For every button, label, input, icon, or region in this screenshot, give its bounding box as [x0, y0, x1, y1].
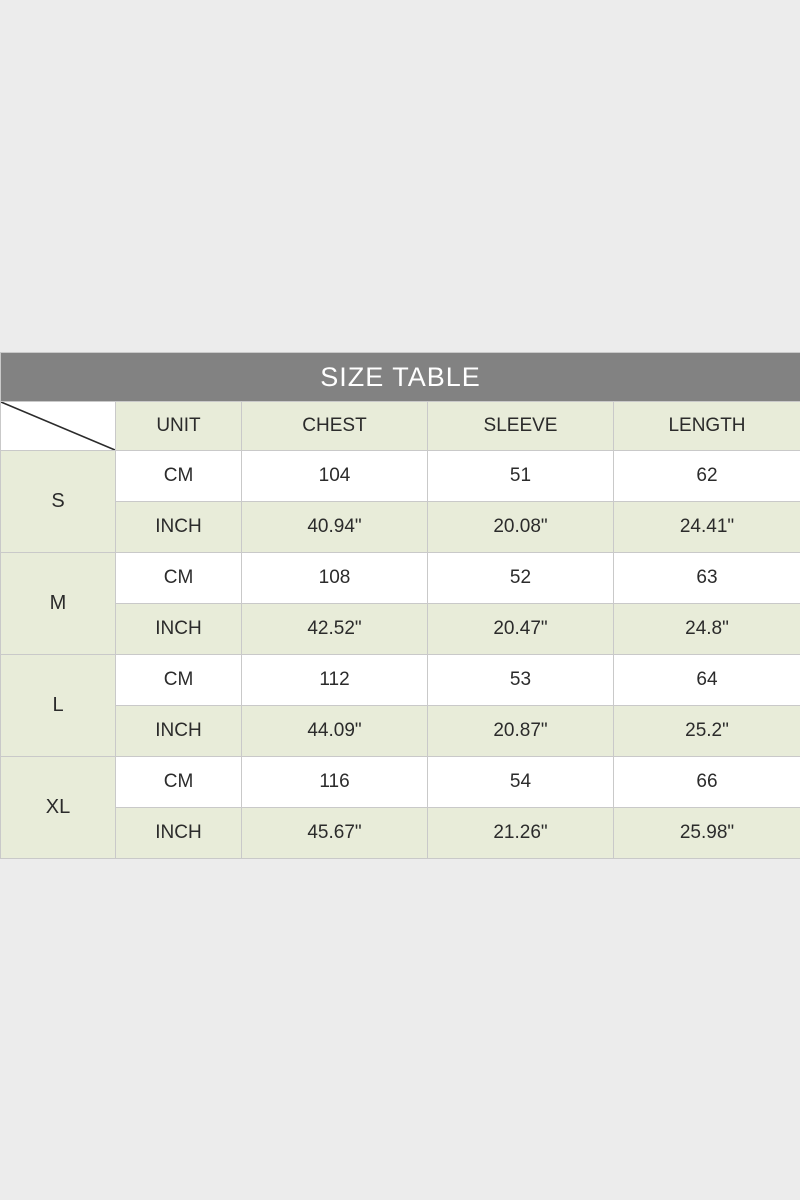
- sleeve-value: 20.87": [428, 706, 614, 757]
- sleeve-value: 53: [428, 655, 614, 706]
- table-row: [1, 706, 800, 757]
- unit-cell: INCH: [116, 502, 242, 553]
- length-value: 62: [614, 451, 800, 502]
- sleeve-value: 20.47": [428, 604, 614, 655]
- unit-cell: INCH: [116, 604, 242, 655]
- sleeve-value: 52: [428, 553, 614, 604]
- table-row: [1, 604, 800, 655]
- size-table: [0, 352, 800, 859]
- unit-cell: INCH: [116, 706, 242, 757]
- length-value: 66: [614, 757, 800, 808]
- table-title-row: [1, 353, 800, 402]
- length-value: 63: [614, 553, 800, 604]
- size-table-container: [0, 352, 800, 859]
- chest-value: 112: [242, 655, 428, 706]
- sleeve-value: 21.26": [428, 808, 614, 859]
- chest-value: 104: [242, 451, 428, 502]
- length-value: 24.41": [614, 502, 800, 553]
- table-row: [1, 553, 800, 604]
- table-row: [1, 655, 800, 706]
- column-header-length: LENGTH: [614, 402, 800, 451]
- unit-cell: CM: [116, 757, 242, 808]
- table-header-row: [1, 402, 800, 451]
- chest-value: 44.09": [242, 706, 428, 757]
- size-label-m: M: [1, 553, 116, 655]
- column-header-chest: CHEST: [242, 402, 428, 451]
- unit-cell: CM: [116, 655, 242, 706]
- sleeve-value: 51: [428, 451, 614, 502]
- size-label-xl: XL: [1, 757, 116, 859]
- unit-cell: CM: [116, 451, 242, 502]
- chest-value: 42.52": [242, 604, 428, 655]
- unit-cell: INCH: [116, 808, 242, 859]
- length-value: 24.8": [614, 604, 800, 655]
- column-header-unit: UNIT: [116, 402, 242, 451]
- page-title: SIZE TABLE: [1, 353, 800, 402]
- column-header-sleeve: SLEEVE: [428, 402, 614, 451]
- sleeve-value: 54: [428, 757, 614, 808]
- table-row: [1, 757, 800, 808]
- length-value: 64: [614, 655, 800, 706]
- length-value: 25.2": [614, 706, 800, 757]
- length-value: 25.98": [614, 808, 800, 859]
- unit-cell: CM: [116, 553, 242, 604]
- chest-value: 40.94": [242, 502, 428, 553]
- chest-value: 116: [242, 757, 428, 808]
- size-label-s: S: [1, 451, 116, 553]
- table-row: [1, 502, 800, 553]
- chest-value: 108: [242, 553, 428, 604]
- corner-diagonal-icon: [1, 402, 116, 451]
- size-label-l: L: [1, 655, 116, 757]
- table-row: [1, 451, 800, 502]
- chest-value: 45.67": [242, 808, 428, 859]
- sleeve-value: 20.08": [428, 502, 614, 553]
- table-row: [1, 808, 800, 859]
